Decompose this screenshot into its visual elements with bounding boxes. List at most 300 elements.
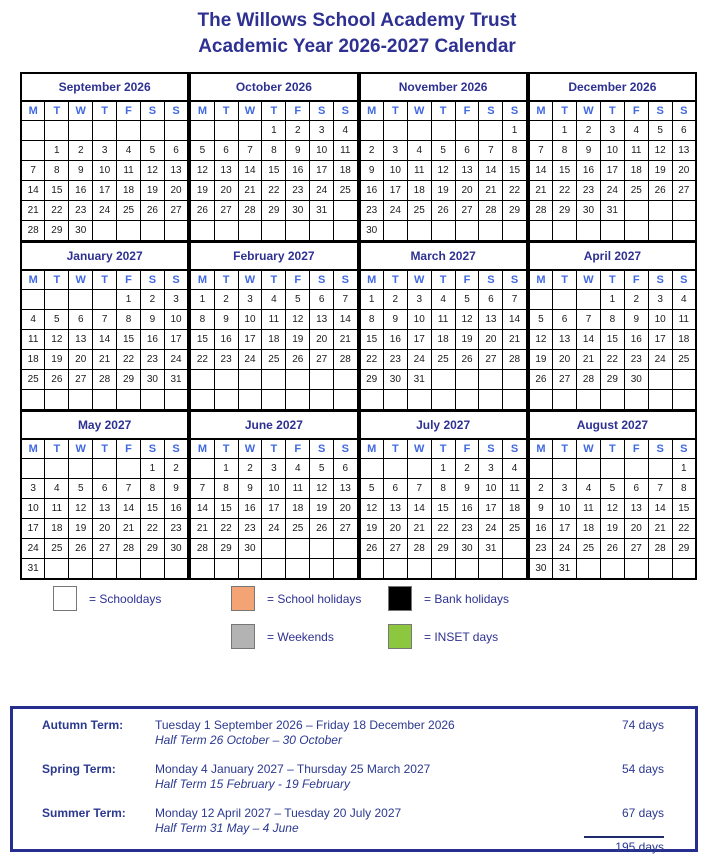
weekday-header: F [624, 270, 648, 290]
day-cell: 7 [479, 141, 503, 161]
day-cell [479, 390, 503, 411]
day-cell: 28 [577, 370, 601, 390]
day-cell: 14 [93, 330, 117, 350]
day-cell [21, 290, 45, 310]
weekday-header: T [214, 101, 238, 121]
day-cell [624, 559, 648, 580]
day-cell: 27 [553, 370, 577, 390]
day-cell [238, 559, 262, 580]
day-cell: 24 [648, 350, 672, 370]
weekday-header: M [190, 101, 214, 121]
day-cell: 15 [140, 499, 164, 519]
weekday-header: T [553, 270, 577, 290]
legend-label: = Weekends [267, 629, 334, 644]
day-cell: 29 [262, 201, 286, 221]
day-cell [286, 559, 310, 580]
day-cell [286, 390, 310, 411]
day-cell [600, 559, 624, 580]
day-cell: 10 [93, 161, 117, 181]
page-title-line1: The Willows School Academy Trust [197, 10, 517, 31]
day-cell: 19 [69, 519, 93, 539]
calendar-grid [20, 72, 697, 579]
day-cell: 12 [69, 499, 93, 519]
day-cell: 15 [45, 181, 69, 201]
day-cell: 9 [164, 479, 188, 499]
day-cell [529, 290, 553, 310]
month-november-2026 [359, 72, 528, 242]
day-cell: 22 [672, 519, 696, 539]
day-cell: 30 [383, 370, 407, 390]
day-cell: 8 [672, 479, 696, 499]
day-cell [310, 390, 334, 411]
day-cell: 6 [334, 459, 358, 479]
weekday-header: W [69, 270, 93, 290]
day-cell: 17 [600, 161, 624, 181]
day-cell: 24 [310, 181, 334, 201]
weekday-header: S [503, 439, 527, 459]
day-cell: 30 [140, 370, 164, 390]
day-cell: 23 [455, 519, 479, 539]
month-april-2027 [528, 241, 697, 411]
weekday-header: F [455, 101, 479, 121]
day-cell: 4 [21, 310, 45, 330]
weekday-header: S [140, 270, 164, 290]
day-cell: 31 [479, 539, 503, 559]
day-cell: 12 [45, 330, 69, 350]
day-cell: 13 [69, 330, 93, 350]
day-cell: 24 [21, 539, 45, 559]
weekday-header: F [117, 101, 141, 121]
day-cell [164, 559, 188, 580]
weekday-header: T [262, 101, 286, 121]
day-cell: 4 [407, 141, 431, 161]
day-cell: 25 [117, 201, 141, 221]
term-dates: Monday 12 April 2027 – Tuesday 20 July 2027 [155, 806, 402, 820]
day-cell [334, 390, 358, 411]
day-cell: 11 [672, 310, 696, 330]
day-cell: 5 [431, 141, 455, 161]
day-cell [672, 221, 696, 242]
day-cell: 2 [140, 290, 164, 310]
day-cell: 7 [190, 479, 214, 499]
day-cell: 3 [262, 459, 286, 479]
day-cell [529, 459, 553, 479]
day-cell: 24 [238, 350, 262, 370]
day-cell [672, 370, 696, 390]
weekday-header: S [672, 101, 696, 121]
day-cell: 3 [600, 121, 624, 141]
day-cell: 1 [140, 459, 164, 479]
day-cell: 19 [190, 181, 214, 201]
day-cell [164, 121, 188, 141]
weekday-header: W [407, 101, 431, 121]
day-cell [93, 221, 117, 242]
day-cell [479, 221, 503, 242]
day-cell: 22 [262, 181, 286, 201]
day-cell: 18 [431, 330, 455, 350]
day-cell: 25 [672, 350, 696, 370]
month-title: August 2027 [529, 411, 696, 439]
day-cell: 9 [69, 161, 93, 181]
day-cell [529, 221, 553, 242]
day-cell: 11 [45, 499, 69, 519]
term-day-count: 54 days [621, 762, 664, 776]
day-cell: 11 [577, 499, 601, 519]
weekday-header: W [238, 270, 262, 290]
day-cell: 19 [360, 519, 384, 539]
weekday-header: T [431, 101, 455, 121]
day-cell: 24 [600, 181, 624, 201]
day-cell [407, 559, 431, 580]
day-cell [553, 459, 577, 479]
day-cell: 16 [214, 330, 238, 350]
day-cell: 27 [334, 519, 358, 539]
day-cell: 27 [455, 201, 479, 221]
day-cell: 12 [360, 499, 384, 519]
weekday-header: T [383, 270, 407, 290]
day-cell: 26 [190, 201, 214, 221]
day-cell: 10 [648, 310, 672, 330]
day-cell [140, 121, 164, 141]
day-cell [93, 459, 117, 479]
legend-label: = Schooldays [89, 591, 162, 606]
day-cell: 13 [479, 310, 503, 330]
weekday-header: T [383, 101, 407, 121]
weekday-header: F [286, 270, 310, 290]
day-cell: 10 [553, 499, 577, 519]
day-cell: 1 [600, 290, 624, 310]
day-cell: 30 [286, 201, 310, 221]
day-cell [503, 539, 527, 559]
day-cell [93, 559, 117, 580]
day-cell: 22 [360, 350, 384, 370]
day-cell: 9 [577, 141, 601, 161]
day-cell: 2 [383, 290, 407, 310]
day-cell [117, 121, 141, 141]
day-cell: 22 [190, 350, 214, 370]
day-cell: 19 [600, 519, 624, 539]
day-cell [140, 390, 164, 411]
weekday-header: M [529, 439, 553, 459]
day-cell: 17 [21, 519, 45, 539]
day-cell [455, 390, 479, 411]
day-cell: 19 [310, 499, 334, 519]
day-cell: 22 [503, 181, 527, 201]
day-cell [238, 121, 262, 141]
day-cell [624, 221, 648, 242]
day-cell: 20 [310, 330, 334, 350]
term-name: Summer Term: [42, 806, 126, 820]
month-title: November 2026 [360, 73, 527, 101]
weekday-header: M [190, 270, 214, 290]
day-cell: 19 [431, 181, 455, 201]
day-cell: 22 [600, 350, 624, 370]
day-cell [407, 390, 431, 411]
month-title: May 2027 [21, 411, 188, 439]
day-cell: 18 [334, 161, 358, 181]
day-cell: 13 [93, 499, 117, 519]
day-cell [262, 539, 286, 559]
day-cell: 20 [383, 519, 407, 539]
day-cell: 8 [503, 141, 527, 161]
day-cell: 23 [69, 201, 93, 221]
day-cell: 1 [117, 290, 141, 310]
day-cell: 21 [21, 201, 45, 221]
weekday-header: F [624, 439, 648, 459]
day-cell: 18 [624, 161, 648, 181]
day-cell: 29 [140, 539, 164, 559]
day-cell [672, 559, 696, 580]
half-term-dates: Half Term 31 May – 4 June [155, 821, 299, 835]
month-title: June 2027 [190, 411, 357, 439]
day-cell: 1 [360, 290, 384, 310]
day-cell: 25 [577, 539, 601, 559]
day-cell: 22 [553, 181, 577, 201]
day-cell: 2 [577, 121, 601, 141]
day-cell: 13 [310, 310, 334, 330]
day-cell [69, 390, 93, 411]
day-cell: 24 [164, 350, 188, 370]
day-cell: 6 [455, 141, 479, 161]
day-cell: 21 [648, 519, 672, 539]
day-cell [310, 370, 334, 390]
day-cell [310, 221, 334, 242]
day-cell: 27 [164, 201, 188, 221]
term-row-autumn [13, 718, 695, 748]
day-cell: 1 [45, 141, 69, 161]
weekday-header: W [407, 439, 431, 459]
weekday-header: S [310, 439, 334, 459]
day-cell: 26 [286, 350, 310, 370]
day-cell: 22 [45, 201, 69, 221]
day-cell: 17 [310, 161, 334, 181]
weekday-header: T [553, 439, 577, 459]
weekday-header: M [529, 101, 553, 121]
day-cell: 5 [600, 479, 624, 499]
weekday-header: W [577, 270, 601, 290]
day-cell [238, 221, 262, 242]
day-cell [45, 121, 69, 141]
day-cell: 21 [238, 181, 262, 201]
day-cell [117, 221, 141, 242]
day-cell: 29 [431, 539, 455, 559]
day-cell: 7 [21, 161, 45, 181]
day-cell: 8 [553, 141, 577, 161]
weekday-header: T [214, 270, 238, 290]
day-cell: 11 [117, 161, 141, 181]
month-august-2027 [528, 410, 697, 580]
day-cell: 28 [407, 539, 431, 559]
day-cell [648, 201, 672, 221]
weekday-header: F [624, 101, 648, 121]
day-cell [69, 559, 93, 580]
weekday-header: T [431, 270, 455, 290]
total-divider [584, 836, 664, 838]
weekday-header: T [262, 439, 286, 459]
day-cell: 12 [140, 161, 164, 181]
day-cell: 21 [503, 330, 527, 350]
day-cell: 1 [503, 121, 527, 141]
day-cell: 4 [672, 290, 696, 310]
month-september-2026 [20, 72, 189, 242]
day-cell: 23 [286, 181, 310, 201]
day-cell: 21 [334, 330, 358, 350]
day-cell: 20 [214, 181, 238, 201]
day-cell: 9 [455, 479, 479, 499]
day-cell: 17 [262, 499, 286, 519]
day-cell: 8 [117, 310, 141, 330]
day-cell [648, 390, 672, 411]
day-cell [577, 221, 601, 242]
day-cell: 1 [214, 459, 238, 479]
day-cell [214, 390, 238, 411]
term-row-spring [13, 762, 695, 792]
weekday-header: F [455, 439, 479, 459]
day-cell [69, 121, 93, 141]
day-cell: 12 [190, 161, 214, 181]
day-cell: 18 [672, 330, 696, 350]
day-cell: 23 [140, 350, 164, 370]
term-dates: Tuesday 1 September 2026 – Friday 18 December 2026 [155, 718, 455, 732]
day-cell: 3 [21, 479, 45, 499]
day-cell: 16 [577, 161, 601, 181]
day-cell: 20 [69, 350, 93, 370]
day-cell [383, 390, 407, 411]
day-cell [648, 221, 672, 242]
day-cell: 16 [69, 181, 93, 201]
day-cell: 16 [164, 499, 188, 519]
day-cell [21, 459, 45, 479]
day-cell [214, 221, 238, 242]
day-cell [117, 459, 141, 479]
day-cell: 12 [431, 161, 455, 181]
day-cell [648, 370, 672, 390]
month-title: September 2026 [21, 73, 188, 101]
day-cell: 29 [553, 201, 577, 221]
weekday-header: S [648, 101, 672, 121]
day-cell: 2 [164, 459, 188, 479]
day-cell: 5 [648, 121, 672, 141]
page-title-line2: Academic Year 2026-2027 Calendar [198, 36, 516, 57]
weekday-header: M [529, 270, 553, 290]
holiday-swatch [231, 586, 255, 611]
day-cell: 7 [93, 310, 117, 330]
month-october-2026 [189, 72, 358, 242]
day-cell: 31 [164, 370, 188, 390]
day-cell: 23 [214, 350, 238, 370]
day-cell: 29 [672, 539, 696, 559]
day-cell: 17 [93, 181, 117, 201]
weekday-header: W [407, 270, 431, 290]
weekday-header: T [553, 101, 577, 121]
day-cell: 20 [455, 181, 479, 201]
day-cell: 7 [334, 290, 358, 310]
day-cell: 22 [431, 519, 455, 539]
day-cell [45, 559, 69, 580]
weekday-header: F [117, 439, 141, 459]
day-cell [190, 559, 214, 580]
day-cell [577, 390, 601, 411]
day-cell: 25 [407, 201, 431, 221]
day-cell [21, 390, 45, 411]
day-cell [334, 201, 358, 221]
day-cell: 25 [503, 519, 527, 539]
day-cell [334, 559, 358, 580]
day-cell: 26 [529, 370, 553, 390]
day-cell: 31 [600, 201, 624, 221]
weekday-header: S [140, 101, 164, 121]
weekday-header: T [45, 101, 69, 121]
weekday-header: S [164, 439, 188, 459]
day-cell [431, 121, 455, 141]
day-cell: 28 [334, 350, 358, 370]
day-cell: 26 [648, 181, 672, 201]
month-title: July 2027 [360, 411, 527, 439]
half-term-dates: Half Term 15 February - 19 February [155, 777, 350, 791]
day-cell: 11 [431, 310, 455, 330]
day-cell: 20 [672, 161, 696, 181]
day-cell: 8 [431, 479, 455, 499]
day-cell: 18 [21, 350, 45, 370]
day-cell [190, 390, 214, 411]
day-cell [238, 390, 262, 411]
day-cell: 25 [334, 181, 358, 201]
day-cell: 2 [529, 479, 553, 499]
day-cell: 1 [553, 121, 577, 141]
day-cell: 23 [624, 350, 648, 370]
day-cell: 3 [310, 121, 334, 141]
day-cell: 26 [310, 519, 334, 539]
day-cell: 14 [21, 181, 45, 201]
day-cell: 11 [624, 141, 648, 161]
day-cell: 15 [672, 499, 696, 519]
weekday-header: S [503, 101, 527, 121]
weekday-header: M [360, 439, 384, 459]
day-cell: 25 [286, 519, 310, 539]
day-cell: 20 [479, 330, 503, 350]
day-cell: 9 [624, 310, 648, 330]
day-cell [164, 221, 188, 242]
day-cell: 3 [553, 479, 577, 499]
day-cell: 8 [45, 161, 69, 181]
day-cell: 14 [238, 161, 262, 181]
day-cell: 2 [360, 141, 384, 161]
day-cell: 13 [553, 330, 577, 350]
day-cell: 28 [503, 350, 527, 370]
weekday-header: F [286, 101, 310, 121]
day-cell: 14 [407, 499, 431, 519]
weekday-header: W [577, 101, 601, 121]
day-cell: 13 [624, 499, 648, 519]
day-cell [190, 370, 214, 390]
day-cell: 15 [190, 330, 214, 350]
day-cell: 17 [648, 330, 672, 350]
day-cell: 5 [69, 479, 93, 499]
day-cell: 4 [45, 479, 69, 499]
day-cell: 6 [624, 479, 648, 499]
day-cell: 13 [455, 161, 479, 181]
day-cell: 29 [117, 370, 141, 390]
day-cell [648, 459, 672, 479]
day-cell [455, 559, 479, 580]
day-cell: 21 [577, 350, 601, 370]
day-cell [455, 121, 479, 141]
day-cell: 16 [286, 161, 310, 181]
legend-item-school-holidays [231, 586, 361, 611]
day-cell: 15 [431, 499, 455, 519]
day-cell [503, 370, 527, 390]
day-cell: 13 [672, 141, 696, 161]
